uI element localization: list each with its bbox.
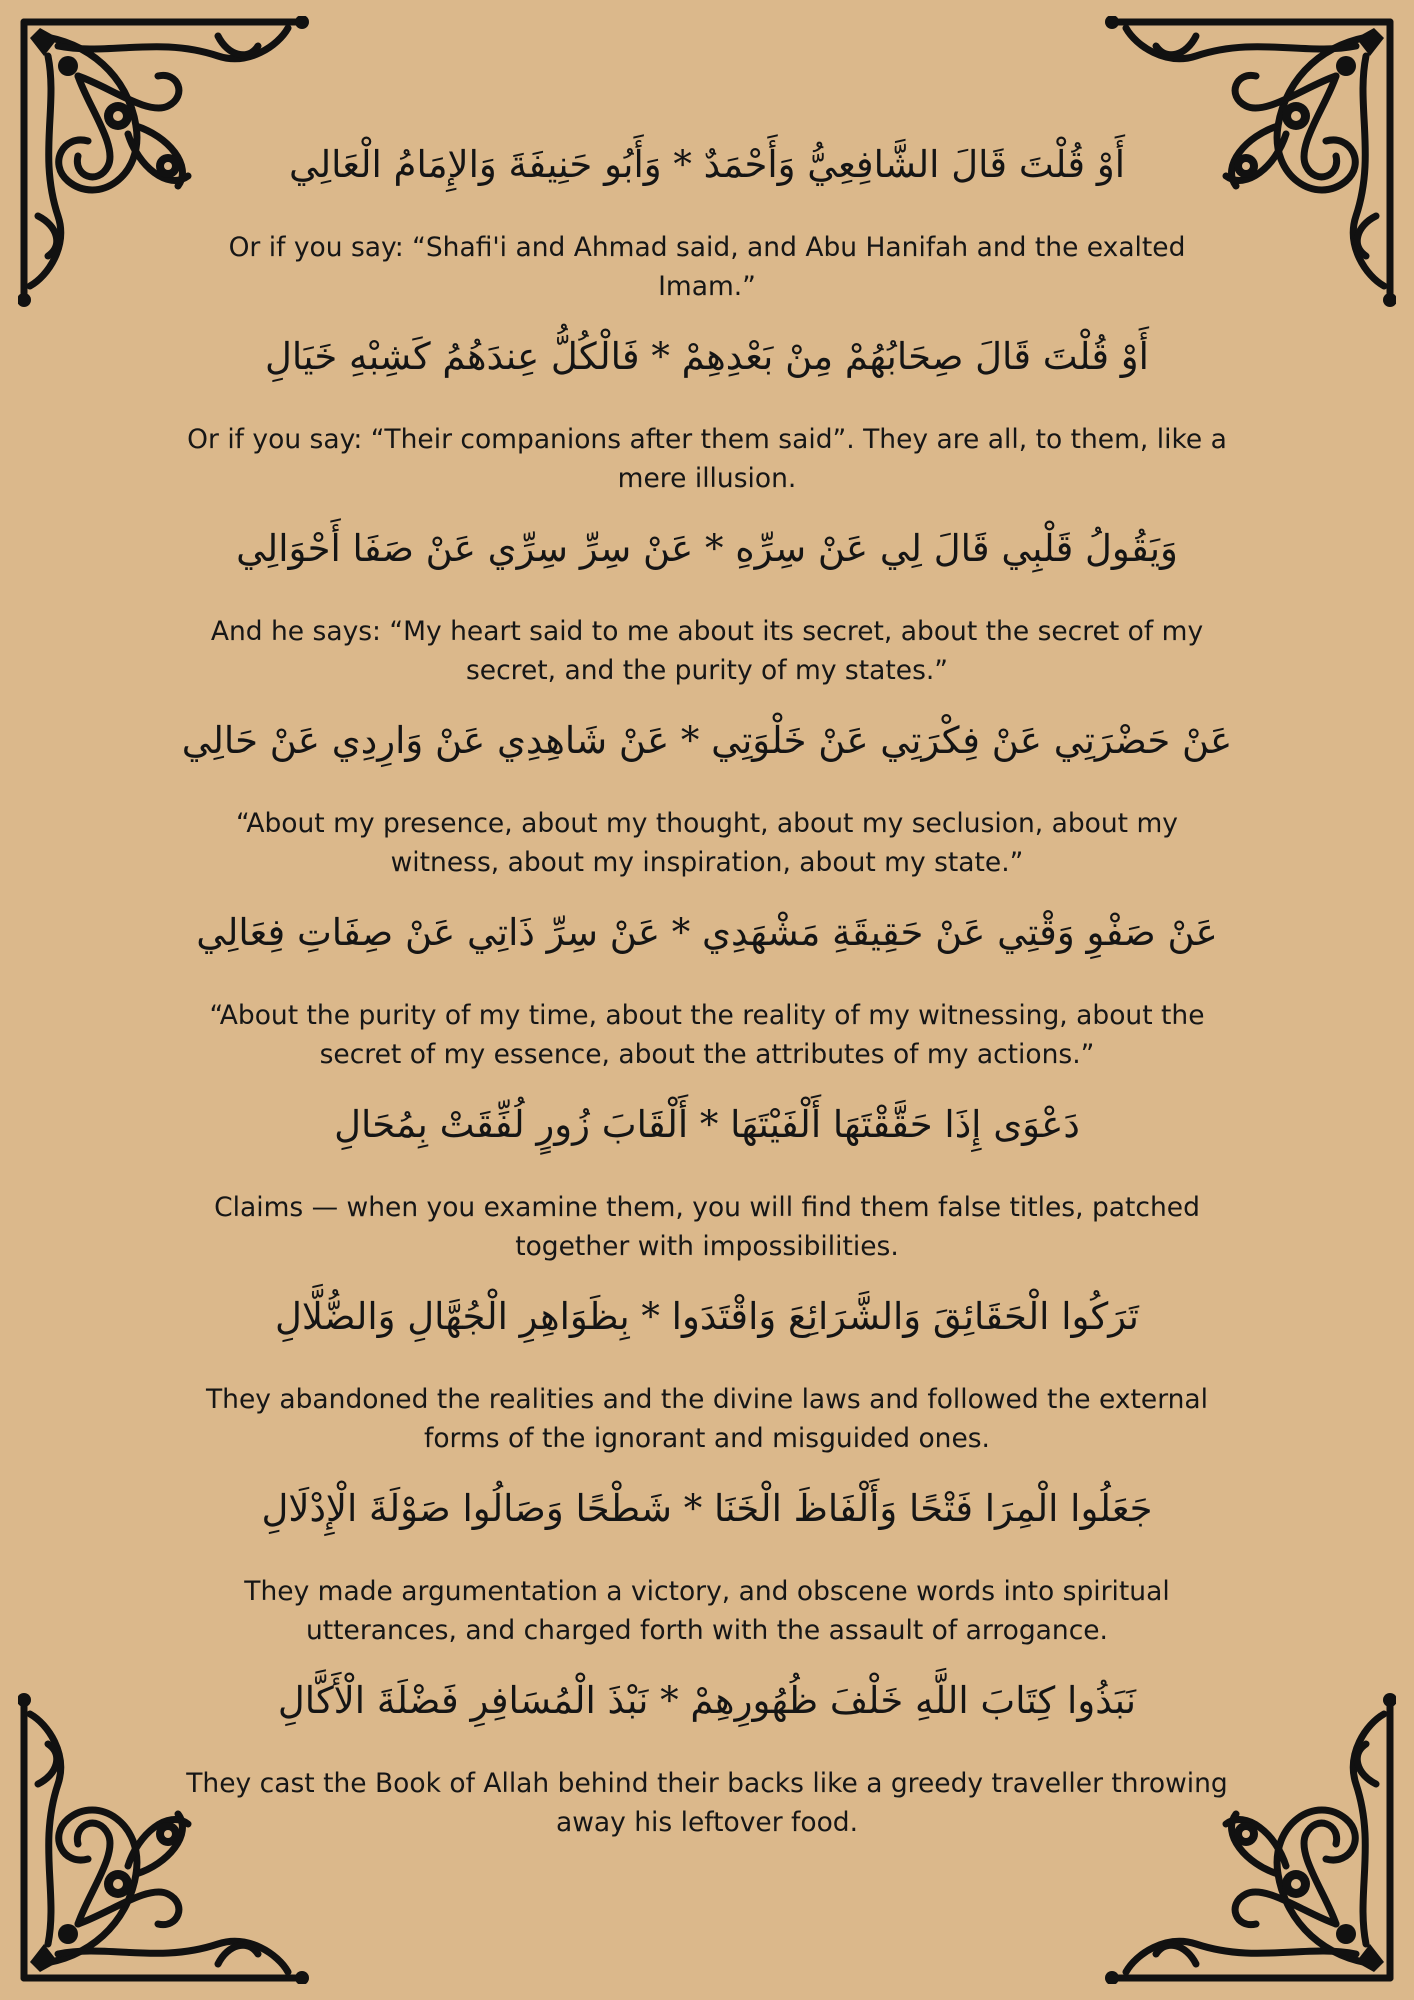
arabic-verse: أَوْ قُلْتَ قَالَ صِحَابُهُمْ مِنْ بَعْدِهِمْ * فَالْكُلُّ عِندَهُمُ كَشِبْهِ خَيَالِ xyxy=(265,335,1149,378)
arabic-verse: نَبَذُوا كِتَابَ اللَّهِ خَلْفَ ظُهُورِهِمْ * نَبْذَ الْمُسَافِرِ فَضْلَةَ الْأَكَّالِ xyxy=(277,1679,1137,1722)
english-translation: “About the purity of my time, about the reality of my witnessing, about the secret of my essence, about the attributes of my actions.” xyxy=(209,1000,1205,1070)
english-translation: Or if you say: “Their companions after them said”. They are all, to them, like a mere illusion. xyxy=(187,424,1227,494)
arabic-verse: دَعْوَى إِذَا حَقَّقْتَهَا أَلْفَيْتَهَا * أَلْقَابَ زُورٍ لُفِّقَتْ بِمُحَالِ xyxy=(334,1103,1080,1146)
arabic-verse: وَيَقُولُ قَلْبِي قَالَ لِي عَنْ سِرِّهِ * عَنْ سِرِّ سِرِّي عَنْ صَفَا أَحْوَالِي xyxy=(236,527,1178,570)
verse-2 xyxy=(170,322,1244,514)
english-translation: They cast the Book of Allah behind their backs like a greedy traveller throwing away his leftover food. xyxy=(186,1768,1228,1838)
arabic-verse: جَعَلُوا الْمِرَا فَتْحًا وَأَلْفَاظَ الْخَنَا * شَطْحًا وَصَالُوا صَوْلَةَ الْإِدْلَالِ xyxy=(261,1487,1153,1530)
verse-3 xyxy=(170,514,1244,706)
verse-5 xyxy=(170,898,1244,1090)
english-translation: Or if you say: “Shafi'i and Ahmad said, and Abu Hanifah and the exalted Imam.” xyxy=(228,232,1186,302)
english-translation: Claims — when you examine them, you will find them false titles, patched together with impossibilities. xyxy=(214,1192,1200,1262)
verse-7 xyxy=(170,1282,1244,1474)
verse-1 xyxy=(170,130,1244,322)
verse-9 xyxy=(170,1666,1244,1858)
english-translation: They made argumentation a victory, and obscene words into spiritual utterances, and charged forth with the assault of arrogance. xyxy=(244,1576,1170,1646)
verse-6 xyxy=(170,1090,1244,1282)
arabic-verse: عَنْ حَضْرَتِي عَنْ فِكْرَتِي عَنْ خَلْوَتِي * عَنْ شَاهِدِي عَنْ وَارِدِي عَنْ حَالِي xyxy=(181,719,1233,762)
arabic-verse: عَنْ صَفْوِ وَقْتِي عَنْ حَقِيقَةِ مَشْهَدِي * عَنْ سِرِّ ذَاتِي عَنْ صِفَاتِ فِعَالِي xyxy=(196,911,1218,954)
verse-4 xyxy=(170,706,1244,898)
verse-8 xyxy=(170,1474,1244,1666)
english-translation: “About my presence, about my thought, about my seclusion, about my witness, about my inspiration, about my state.” xyxy=(236,808,1178,878)
english-translation: They abandoned the realities and the divine laws and followed the external forms of the ignorant and misguided ones. xyxy=(205,1384,1209,1454)
arabic-verse: أَوْ قُلْتَ قَالَ الشَّافِعِيُّ وَأَحْمَدٌ * وَأَبُو حَنِيفَةَ وَالإِمَامُ الْعَالِي xyxy=(288,143,1125,186)
arabic-verse: تَرَكُوا الْحَقَائِقَ وَالشَّرَائِعَ وَاقْتَدَوا * بِظَوَاهِرِ الْجُهَّالِ وَالضُّلَّالِ xyxy=(275,1295,1139,1338)
poem-body xyxy=(170,130,1244,1858)
english-translation: And he says: “My heart said to me about its secret, about the secret of my secret, and the purity of my states.” xyxy=(210,616,1204,686)
